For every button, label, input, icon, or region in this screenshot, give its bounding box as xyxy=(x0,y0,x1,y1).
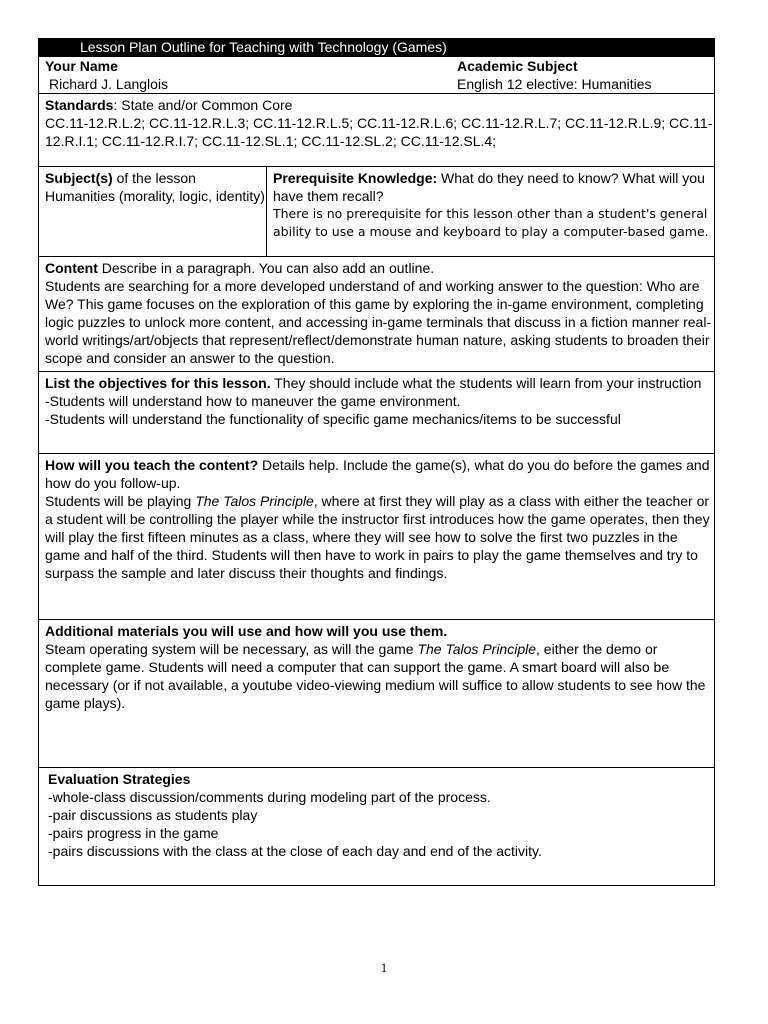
subjects-label: Subject(s) xyxy=(45,170,113,186)
academic-subject-label: Academic Subject xyxy=(457,58,578,74)
lesson-plan-form xyxy=(38,38,715,886)
teach-game-title: The Talos Principle xyxy=(195,493,314,509)
evaluation-section xyxy=(38,768,715,886)
evaluation-item: -pairs progress in the game xyxy=(48,825,219,841)
standards-text: CC.11-12.R.L.2; CC.11-12.R.L.3; CC.11-12.R.L.5; CC.11-12.R.L.6; CC.11-12.R.L.7; CC.11-12.R.L.9; CC.11-12.R.I.1; CC.11-12.R.I.7; CC.11-12.SL.1; CC.11-12.SL.2; CC.11-12.SL.4; xyxy=(45,115,713,149)
subject-prereq-row xyxy=(38,167,715,257)
subjects-text: Humanities (morality, logic, identity) xyxy=(45,188,265,204)
prerequisite-text: There is no prerequisite for this lesson other than a student's general ability to use a mouse and keyboard to play a computer-based game. xyxy=(273,206,709,239)
subjects-cell xyxy=(39,167,267,256)
name-value: Richard J. Langlois xyxy=(49,76,169,92)
teach-text xyxy=(45,492,714,582)
content-suffix: Describe in a paragraph. You can also add an outline. xyxy=(97,260,435,276)
teach-text-b: , where at first they will play as a class with either the teacher or a student will be controlling the player while the instructor first introduces how the game operates, then they will play the first fifteen minutes as a class, where they will see how to solve the first two puzzles in the game and half of the third. Students will then have to work in pairs to play the game themselves and try to surpass the sample and later discuss their thoughts and findings. xyxy=(45,493,710,581)
materials-text-b: , either the demo or complete game. Students will need a computer that can support the game. A smart board will also be necessary (or if not available, a youtube video-viewing medium will suffice to allow students to see how the game plays). xyxy=(45,641,706,711)
content-text: Students are searching for a more developed understand of and working answer to the question: Who are We? This game focuses on the exploration of this game by exploring the in-game environment, completing logic puzzles to unlock more content, and accessing in-game terminals that discuss in a fiction manner real-world writings/art/objects that represent/reflect/demonstrate human nature, asking students to broaden their scope and consider an answer to the question. xyxy=(45,278,712,366)
teach-label: How will you teach the content? xyxy=(45,457,259,473)
name-subject-row xyxy=(38,57,715,93)
evaluation-label: Evaluation Strategies xyxy=(48,771,191,787)
evaluation-item: -pair discussions as students play xyxy=(48,807,258,823)
objective-item: -Students will understand how to maneuver the game environment. xyxy=(45,393,461,409)
prerequisite-cell xyxy=(267,167,714,256)
objective-item: -Students will understand the functionality of specific game mechanics/items to be successful xyxy=(45,411,621,427)
prerequisite-suffix: What do they need to know? What will you have them recall? xyxy=(273,170,705,204)
materials-text xyxy=(45,640,714,712)
academic-subject-value: English 12 elective: Humanities xyxy=(457,76,652,92)
standards-suffix: : State and/or Common Core xyxy=(113,97,293,113)
materials-game-title: The Talos Principle xyxy=(417,641,537,657)
objectives-suffix: They should include what the students will learn from your instruction xyxy=(270,375,702,391)
teach-section xyxy=(38,454,715,620)
form-title: Lesson Plan Outline for Teaching with Technology (Games) xyxy=(38,38,715,57)
standards-section xyxy=(38,93,715,167)
prerequisite-label: Prerequisite Knowledge: xyxy=(273,170,438,186)
content-label: Content xyxy=(45,260,98,276)
materials-text-a: Steam operating system will be necessary, as will the game xyxy=(45,641,418,657)
objectives-section xyxy=(38,372,715,454)
page-number: 1 xyxy=(380,960,388,975)
name-label: Your Name xyxy=(45,58,118,74)
materials-section xyxy=(38,620,715,768)
evaluation-item: -pairs discussions with the class at the close of each day and end of the activity. xyxy=(48,843,542,859)
materials-label: Additional materials you will use and how will you use them. xyxy=(45,623,448,639)
teach-suffix: Details help. Include the game(s), what do you do before the games and how do you follow-up. xyxy=(45,457,710,491)
objectives-label: List the objectives for this lesson. xyxy=(45,375,271,391)
content-section xyxy=(38,257,715,372)
standards-label: Standards xyxy=(45,97,114,113)
academic-subject-cell xyxy=(451,57,714,93)
name-cell xyxy=(39,57,451,93)
evaluation-item: -whole-class discussion/comments during modeling part of the process. xyxy=(48,789,491,805)
teach-text-a: Students will be playing xyxy=(45,493,196,509)
subjects-suffix: of the lesson xyxy=(112,170,196,186)
